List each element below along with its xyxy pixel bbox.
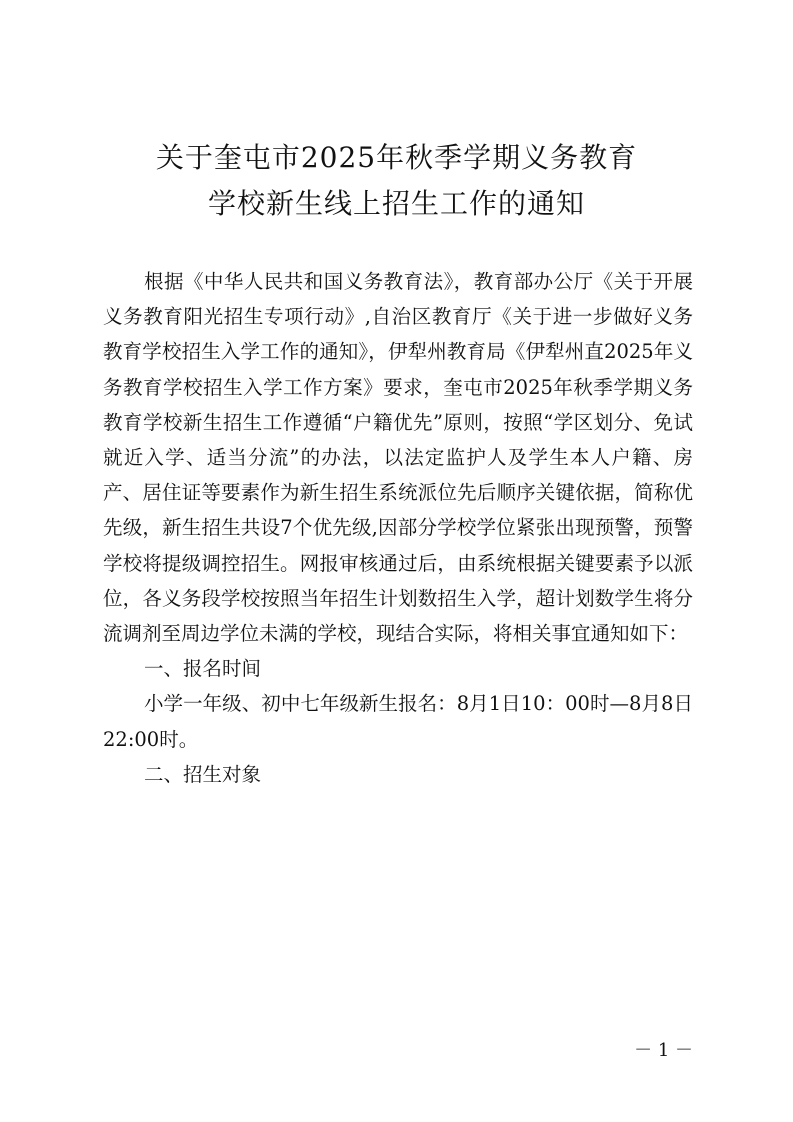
intro-paragraph: 根据《中华人民共和国义务教育法》，教育部办公厅《关于开展义务教育阳光招生专项行动》,自治区教育厅《关于进一步做好义务教育学校招生入学工作的通知》，伊犁州教育局《伊犁州直2025年义务教育学校招生入学工作方案》要求，奎屯市2025年秋季学期义务教育学校新生招生工作遵循“户籍优先”原则，按照“学区划分、免试就近入学、适当分流”的办法，以法定监护人及学生本人户籍、房产、居住证等要素作为新生招生系统派位先后顺序关键依据，简称优先级，新生招生共设7个优先级,因部分学校学位紧张出现预警，预警学校将提级调控招生。网报审核通过后，由系统根据关键要素予以派位，各义务段学校按照当年招生计划数招生入学，超计划数学生将分流调剂至周边学位未满的学校，现结合实际，将相关事宜通知如下：: [103, 270, 693, 646]
document-title-line-1: 关于奎屯市2025年秋季学期义务教育: [155, 141, 638, 174]
section-heading-registration-time: 一、报名时间: [144, 657, 262, 681]
page-number: － 1 －: [634, 1040, 693, 1061]
registration-time-paragraph: 小学一年级、初中七年级新生报名：8月1日10：00时—8月8日22:00时。: [103, 692, 693, 751]
document-body: [103, 264, 693, 792]
section-heading-enrollment-targets: 二、招生对象: [144, 762, 262, 786]
document-title-line-2: 学校新生线上招生工作的通知: [207, 187, 585, 220]
